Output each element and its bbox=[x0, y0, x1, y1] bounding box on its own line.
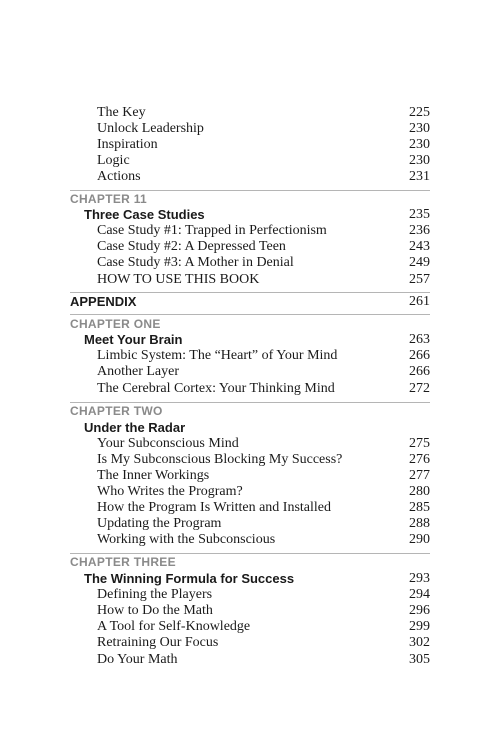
toc-entry bbox=[0, 484, 500, 500]
toc-page-number: 266 bbox=[409, 348, 430, 363]
toc-section bbox=[0, 207, 500, 223]
toc-entry-title: The Inner Workings bbox=[97, 468, 210, 483]
toc-entry-title: HOW TO USE THIS BOOK bbox=[97, 272, 260, 287]
toc-chapter bbox=[0, 403, 500, 419]
toc-entry-title: How the Program Is Written and Installed bbox=[97, 500, 332, 515]
toc-entry bbox=[0, 516, 500, 532]
toc-top bbox=[0, 294, 500, 310]
toc-entry-title: The Key bbox=[97, 105, 146, 120]
toc-entry bbox=[0, 255, 500, 271]
toc-page-number: 302 bbox=[409, 635, 430, 650]
toc-entry bbox=[0, 105, 500, 121]
toc-entry-title: Retraining Our Focus bbox=[97, 635, 219, 650]
toc-chapter bbox=[0, 554, 500, 570]
toc-entry-title: Case Study #3: A Mother in Denial bbox=[97, 255, 294, 270]
section-divider bbox=[70, 553, 430, 554]
section-divider bbox=[70, 314, 430, 315]
toc-page-number: 280 bbox=[409, 484, 430, 499]
toc-page-number: 275 bbox=[409, 436, 430, 451]
toc-page-number: 236 bbox=[409, 223, 430, 238]
toc-entry-title: Inspiration bbox=[97, 137, 158, 152]
toc-entry-title: Case Study #1: Trapped in Perfectionism bbox=[97, 223, 327, 238]
toc-entry-title: How to Do the Math bbox=[97, 603, 213, 618]
toc-chapter-title: CHAPTER TWO bbox=[70, 404, 163, 418]
toc-entry bbox=[0, 272, 500, 288]
toc-entry bbox=[0, 619, 500, 635]
toc-entry-title: Defining the Players bbox=[97, 587, 213, 602]
toc-entry bbox=[0, 500, 500, 516]
toc-page-number: 231 bbox=[409, 169, 430, 184]
toc-page-number: 296 bbox=[409, 603, 430, 618]
toc-entry-title: Who Writes the Program? bbox=[97, 484, 243, 499]
toc-entry bbox=[0, 223, 500, 239]
toc-chapter bbox=[0, 316, 500, 332]
toc-entry-title: Do Your Math bbox=[97, 652, 178, 667]
toc-section-title: Three Case Studies bbox=[84, 207, 205, 222]
toc-entry-title: Actions bbox=[97, 169, 141, 184]
toc-entry bbox=[0, 239, 500, 255]
toc-page-number: 243 bbox=[409, 239, 430, 254]
toc-entry-title: Is My Subconscious Blocking My Success? bbox=[97, 452, 343, 467]
toc-page-number: 230 bbox=[409, 153, 430, 168]
toc-entry-title: Logic bbox=[97, 153, 130, 168]
toc-chapter-title: CHAPTER ONE bbox=[70, 317, 161, 331]
toc-section bbox=[0, 420, 500, 436]
toc-page-number: 272 bbox=[409, 381, 430, 396]
toc-entry-title: Your Subconscious Mind bbox=[97, 436, 239, 451]
toc-entry bbox=[0, 436, 500, 452]
toc-entry bbox=[0, 348, 500, 364]
toc-entry bbox=[0, 468, 500, 484]
toc-section-title: Under the Radar bbox=[84, 420, 186, 435]
toc-entry bbox=[0, 169, 500, 185]
toc-section-title: Meet Your Brain bbox=[84, 332, 183, 347]
toc-entry bbox=[0, 364, 500, 380]
toc-entry-title: Unlock Leadership bbox=[97, 121, 204, 136]
toc-entry-title: Case Study #2: A Depressed Teen bbox=[97, 239, 286, 254]
toc-entry-title: Working with the Subconscious bbox=[97, 532, 276, 547]
section-divider bbox=[70, 190, 430, 191]
toc-entry-title: The Cerebral Cortex: Your Thinking Mind bbox=[97, 381, 335, 396]
toc-page-number: 299 bbox=[409, 619, 430, 634]
toc-section bbox=[0, 571, 500, 587]
section-divider bbox=[70, 292, 430, 293]
section-divider bbox=[70, 402, 430, 403]
toc-entry bbox=[0, 635, 500, 651]
toc-section bbox=[0, 332, 500, 348]
toc-page-number: 290 bbox=[409, 532, 430, 547]
toc-page-number: 266 bbox=[409, 364, 430, 379]
toc-page-number: 288 bbox=[409, 516, 430, 531]
toc-entry bbox=[0, 137, 500, 153]
toc-entry-title: Limbic System: The “Heart” of Your Mind bbox=[97, 348, 338, 363]
toc-page-number: 263 bbox=[409, 332, 430, 347]
toc-page-number: 225 bbox=[409, 105, 430, 120]
toc-chapter bbox=[0, 191, 500, 207]
toc-top-title: APPENDIX bbox=[70, 294, 137, 309]
toc-page-number: 285 bbox=[409, 500, 430, 515]
toc-page-number: 257 bbox=[409, 272, 430, 287]
toc-chapter-title: CHAPTER 11 bbox=[70, 192, 148, 206]
toc-chapter-title: CHAPTER THREE bbox=[70, 555, 176, 569]
toc-page-number: 249 bbox=[409, 255, 430, 270]
toc-page-number: 230 bbox=[409, 121, 430, 136]
toc-entry bbox=[0, 153, 500, 169]
toc-entry bbox=[0, 603, 500, 619]
toc-page-number: 293 bbox=[409, 571, 430, 586]
toc-entry bbox=[0, 532, 500, 548]
toc-entry-title: Another Layer bbox=[97, 364, 180, 379]
toc-entry bbox=[0, 381, 500, 397]
toc-entry bbox=[0, 452, 500, 468]
toc-page-number: 277 bbox=[409, 468, 430, 483]
toc-entry bbox=[0, 121, 500, 137]
toc-section-title: The Winning Formula for Success bbox=[84, 571, 295, 586]
toc-page-number: 305 bbox=[409, 652, 430, 667]
toc-entry-title: A Tool for Self-Knowledge bbox=[97, 619, 251, 634]
toc-page-number: 261 bbox=[409, 294, 430, 309]
toc-page-number: 276 bbox=[409, 452, 430, 467]
toc-page-number: 230 bbox=[409, 137, 430, 152]
toc-page-number: 235 bbox=[409, 207, 430, 222]
toc-entry bbox=[0, 587, 500, 603]
toc-entry bbox=[0, 652, 500, 668]
toc-entry-title: Updating the Program bbox=[97, 516, 222, 531]
toc-page-number: 294 bbox=[409, 587, 430, 602]
